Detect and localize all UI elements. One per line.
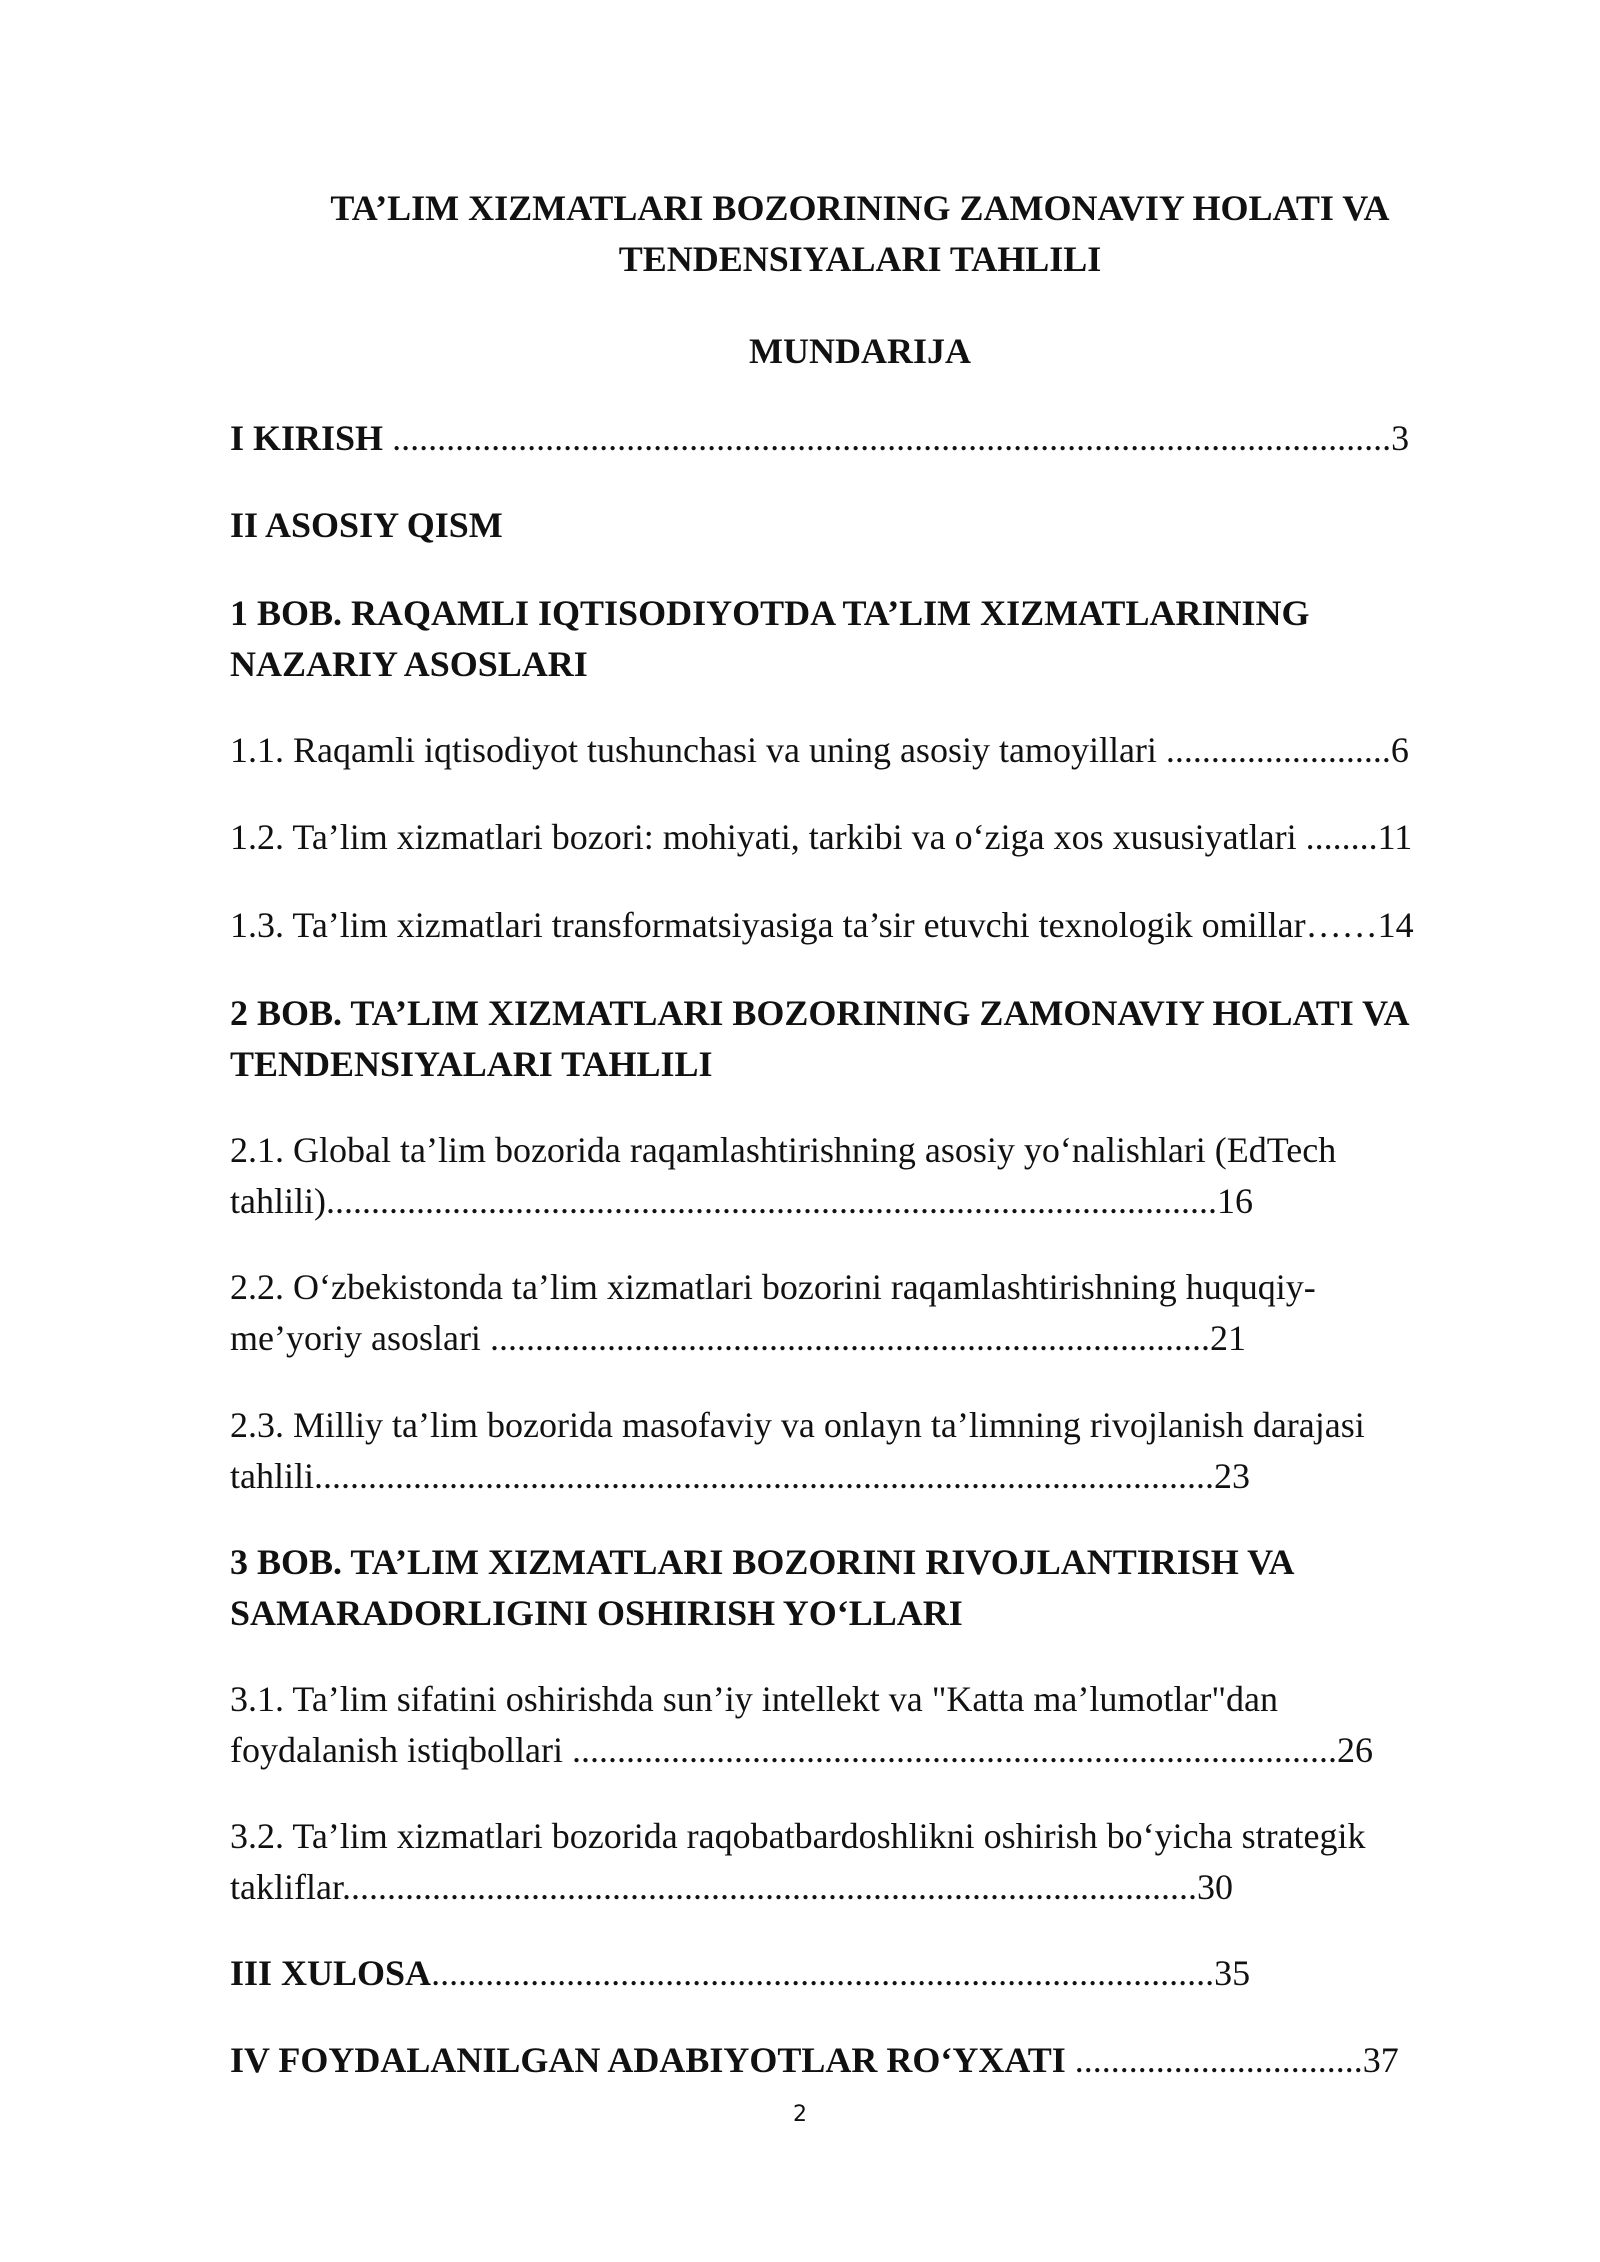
toc-section-1-2 <box>230 812 1500 863</box>
toc-entry-label-line-2: tahlili <box>230 1456 314 1496</box>
chapter-title-line-1: 3 BOB. TA’LIM XIZMATLARI BOZORINI RIVOJLANTIRISH VA <box>230 1542 1295 1582</box>
toc-entry-label-line-1: 3.2. Ta’lim xizmatlari bozorida raqobatbardoshlikni oshirish bo‘yicha strategik <box>230 1816 1366 1856</box>
title-line-2: TENDENSIYALARI TAHLILI <box>618 239 1102 279</box>
toc-leader-dots: …… <box>1305 905 1378 945</box>
toc-entry-label-line-1: 2.2. O‘zbekistonda ta’lim xizmatlari bozorini raqamlashtirishning huquqiy- <box>230 1267 1316 1307</box>
toc-page-number: 16 <box>1216 1181 1253 1221</box>
toc-entry-label-line-2: foydalanish istiqbollari <box>230 1730 572 1770</box>
toc-entry-label: IV FOYDALANILGAN ADABIYOTLAR RO‘YXATI <box>230 2040 1075 2080</box>
toc-entry-label-line-2: takliflar <box>230 1867 342 1907</box>
toc-entry-label: II ASOSIY QISM <box>230 505 503 545</box>
toc-entry-label-line-1: 2.1. Global ta’lim bozorida raqamlashtirishning asosiy yo‘nalishlari (EdTech <box>230 1130 1337 1170</box>
toc-page-number: 35 <box>1214 1953 1251 1993</box>
toc-page-number: 37 <box>1362 2040 1399 2080</box>
toc-entry-label-line-1: 3.1. Ta’lim sifatini oshirishda sun’iy intellekt va "Katta ma’lumotlar"dan <box>230 1679 1278 1719</box>
toc-entry-label-line-2: me’yoriy asoslari <box>230 1318 490 1358</box>
chapter-title-line-2: TENDENSIYALARI TAHLILI <box>230 1044 713 1084</box>
toc-entry-intro <box>230 413 1500 464</box>
toc-entry-conclusion <box>230 1948 1500 1999</box>
toc-leader-dots: ........ <box>1305 817 1378 857</box>
toc-page-number: 11 <box>1377 817 1413 857</box>
toc-section-2-1 <box>230 1125 1500 1227</box>
toc-chapter-1 <box>230 588 1500 690</box>
chapter-title-line-2: SAMARADORLIGINI OSHIRISH YO‘LLARI <box>230 1593 963 1633</box>
title-line-1: TA’LIM XIZMATLARI BOZORINING ZAMONAVIY HOLATI VA <box>330 188 1390 228</box>
chapter-title-line-2: NAZARIY ASOSLARI <box>230 644 588 684</box>
toc-entry-label: 1.3. Ta’lim xizmatlari transformatsiyasiga ta’sir etuvchi texnologik omillar <box>230 905 1306 945</box>
toc-leader-dots: ......................... <box>1165 730 1391 770</box>
toc-entry-label-line-1: 2.3. Milliy ta’lim bozorida masofaviy va onlayn ta’limning rivojlanish darajasi <box>230 1405 1365 1445</box>
toc-page-number: 3 <box>1391 418 1410 458</box>
toc-section-1-3 <box>230 900 1500 951</box>
toc-page-number: 14 <box>1377 905 1414 945</box>
toc-leader-dots: .................................................................................................... <box>314 1456 1214 1496</box>
toc-section-1-1 <box>230 725 1500 776</box>
document-title <box>230 183 1490 285</box>
chapter-title-line-1: 2 BOB. TA’LIM XIZMATLARI BOZORINING ZAMONAVIY HOLATI VA <box>230 993 1410 1033</box>
toc-page-number: 6 <box>1390 730 1409 770</box>
toc-entry-label: 1.1. Raqamli iqtisodiyot tushunchasi va uning asosiy tamoyillari <box>230 730 1166 770</box>
toc-page-number: 30 <box>1196 1867 1233 1907</box>
toc-chapter-3 <box>230 1537 1500 1639</box>
toc-entry-label-line-2: tahlili) <box>230 1181 326 1221</box>
toc-leader-dots: ................................................................................ <box>489 1318 1210 1358</box>
toc-page-number: 26 <box>1336 1730 1373 1770</box>
toc-leader-dots: ....................................................................................... <box>431 1953 1215 1993</box>
toc-chapter-2 <box>230 988 1500 1090</box>
toc-leader-dots: ............................................................................................................... <box>383 418 1392 458</box>
toc-entry-label: I KIRISH <box>230 418 384 458</box>
toc-page-number: 21 <box>1209 1318 1246 1358</box>
toc-entry-label: 1.2. Ta’lim xizmatlari bozori: mohiyati, tarkibi va o‘ziga xos xususiyatlari <box>230 817 1306 857</box>
toc-leader-dots: ................................ <box>1074 2040 1363 2080</box>
toc-leader-dots: ................................................................................................... <box>325 1181 1217 1221</box>
toc-section-2-2 <box>230 1262 1500 1364</box>
toc-page-number: 23 <box>1214 1456 1250 1496</box>
toc-entry-references <box>230 2035 1500 2086</box>
page-number: 2 <box>793 2102 807 2127</box>
toc-heading: MUNDARIJA <box>749 331 971 371</box>
toc-section-2-3 <box>230 1400 1500 1502</box>
toc-leader-dots: ..................................................................................... <box>571 1730 1337 1770</box>
toc-section-3-1 <box>230 1674 1500 1776</box>
toc-leader-dots: ............................................................................................... <box>341 1867 1197 1907</box>
toc-section-3-2 <box>230 1811 1500 1913</box>
toc-entry-main-part <box>230 500 1500 551</box>
toc-entry-label: III XULOSA <box>230 1953 432 1993</box>
chapter-title-line-1: 1 BOB. RAQAMLI IQTISODIYOTDA TA’LIM XIZMATLARINING <box>230 593 1310 633</box>
